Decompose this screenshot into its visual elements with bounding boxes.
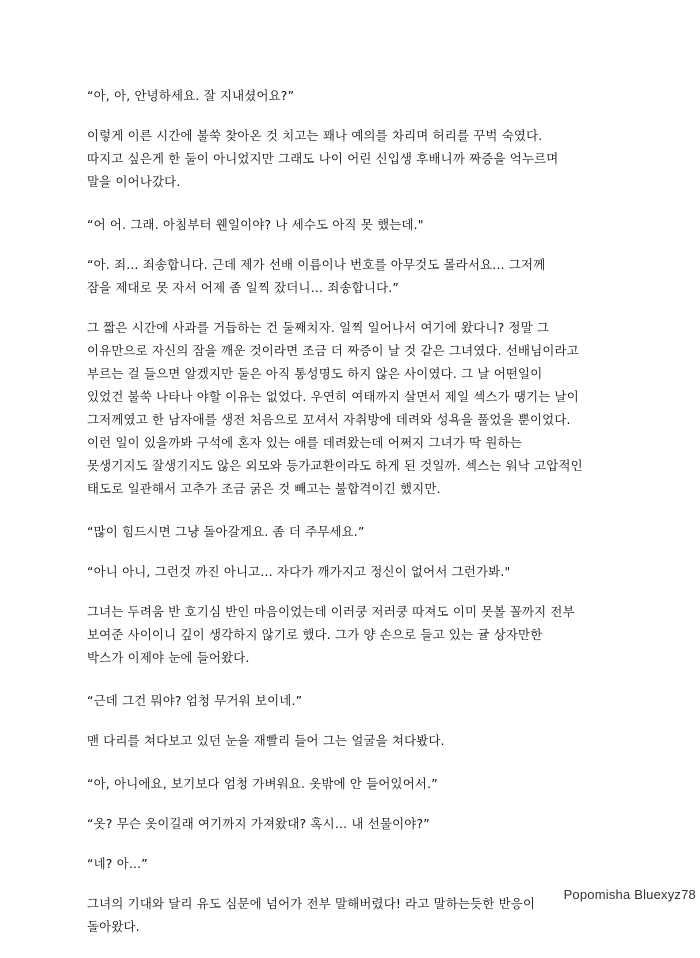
text-line: “옷? 무슨 옷이길래 여기까지 가져왔대? 혹시… 내 선물이야?” [87,816,430,831]
text-line: 박스가 이제야 눈에 들어왔다. [87,650,250,665]
text-line: 그녀의 기대와 달리 유도 심문에 넘어가 전부 말해버렸다! 라고 말하는듯한 반응이 [87,896,536,911]
text-line: “많이 힘드시면 그냥 돌아갈게요. 좀 더 주무세요.” [87,524,365,539]
text-line: 부르는 걸 들으면 알겠지만 둘은 아직 통성명도 하지 않은 사이였다. 그 날 어떤일이 [87,366,543,381]
document-body [87,84,627,958]
narration-paragraph [87,316,627,500]
text-line: 태도로 일관해서 고추가 조금 굵은 것 빼고는 불합격이긴 했지만. [87,481,441,496]
dialog-paragraph [87,812,627,835]
text-line: 맨 다리를 쳐다보고 있던 눈을 재빨리 들어 그는 얼굴을 쳐다봤다. [87,733,445,748]
dialog-paragraph [87,253,627,299]
text-line: “아, 아니에요, 보기보다 엄청 가벼워요. 옷밖에 안 들어있어서.” [87,776,438,791]
dialog-paragraph [87,689,627,712]
text-line: “어 어. 그래. 아침부터 웬일이야? 나 세수도 아직 못 했는데." [87,217,424,232]
text-line: 이런 일이 있을까봐 구석에 혼자 있는 애를 데려왔는데 어쩌지 그녀가 딱 원하는 [87,435,522,450]
text-line: “네? 아...” [87,856,148,871]
text-line: 돌아왔다. [87,919,140,934]
dialog-paragraph [87,772,627,795]
text-line: 잠을 제대로 못 자서 어제 좀 일찍 잤더니… 죄송합니다.” [87,280,400,295]
dialog-paragraph [87,84,627,107]
text-line: 그녀는 두려움 반 호기심 반인 마음이었는데 이러쿵 저러쿵 따져도 이미 못볼 꼴까지 전부 [87,604,575,619]
text-line: 말을 이어나갔다. [87,174,181,189]
text-line: 이렇게 이른 시간에 불쑥 찾아온 것 치고는 꽤나 예의를 차리며 허리를 꾸벅 숙였다. [87,128,543,143]
text-line: 그저께였고 한 남자애를 생전 처음으로 꼬셔서 자취방에 데려와 성욕을 풀었을 뿐이었다. [87,412,571,427]
text-line: 못생기지도 잘생기지도 않은 외모와 등가교환이라도 하게 된 것일까. 섹스는 워낙 고압적인 [87,458,583,473]
dialog-paragraph [87,560,627,583]
narration-paragraph [87,729,627,752]
text-line: 있었건 불쑥 나타나 야할 이유는 없었다. 우연히 여태까지 살면서 제일 섹스가 땡기는 날이 [87,389,579,404]
text-line: “아, 아, 안녕하세요. 잘 지내셨어요?” [87,88,295,103]
dialog-paragraph [87,852,627,875]
watermark: Popomisha Bluexyz78 [563,887,696,902]
narration-paragraph [87,600,627,669]
text-line: 이유만으로 자신의 잠을 깨운 것이라면 조금 더 짜증이 날 것 같은 그녀였다. 선배님이라고 [87,343,579,358]
text-line: 그 짧은 시간에 사과를 거듭하는 건 둘째치자. 일찍 일어나서 여기에 왔다니? 정말 그 [87,320,550,335]
narration-paragraph [87,124,627,193]
narration-paragraph [87,892,627,938]
text-line: 보여준 사이이니 깊이 생각하지 않기로 했다. 그가 양 손으로 들고 있는 귤 상자만한 [87,627,543,642]
text-line: “근데 그건 뭐야? 엄청 무거워 보이네.” [87,693,303,708]
text-line: “아니 아니, 그런것 까진 아니고... 자다가 깨가지고 정신이 없어서 그런가봐." [87,564,511,579]
dialog-paragraph [87,213,627,236]
text-line: “아. 죄... 죄송합니다. 근데 제가 선배 이름이나 번호를 아무것도 몰라서요... 그저께 [87,257,546,272]
dialog-paragraph [87,520,627,543]
text-line: 따지고 싶은게 한 둘이 아니었지만 그래도 나이 어린 신입생 후배니까 짜증을 억누르며 [87,151,559,166]
